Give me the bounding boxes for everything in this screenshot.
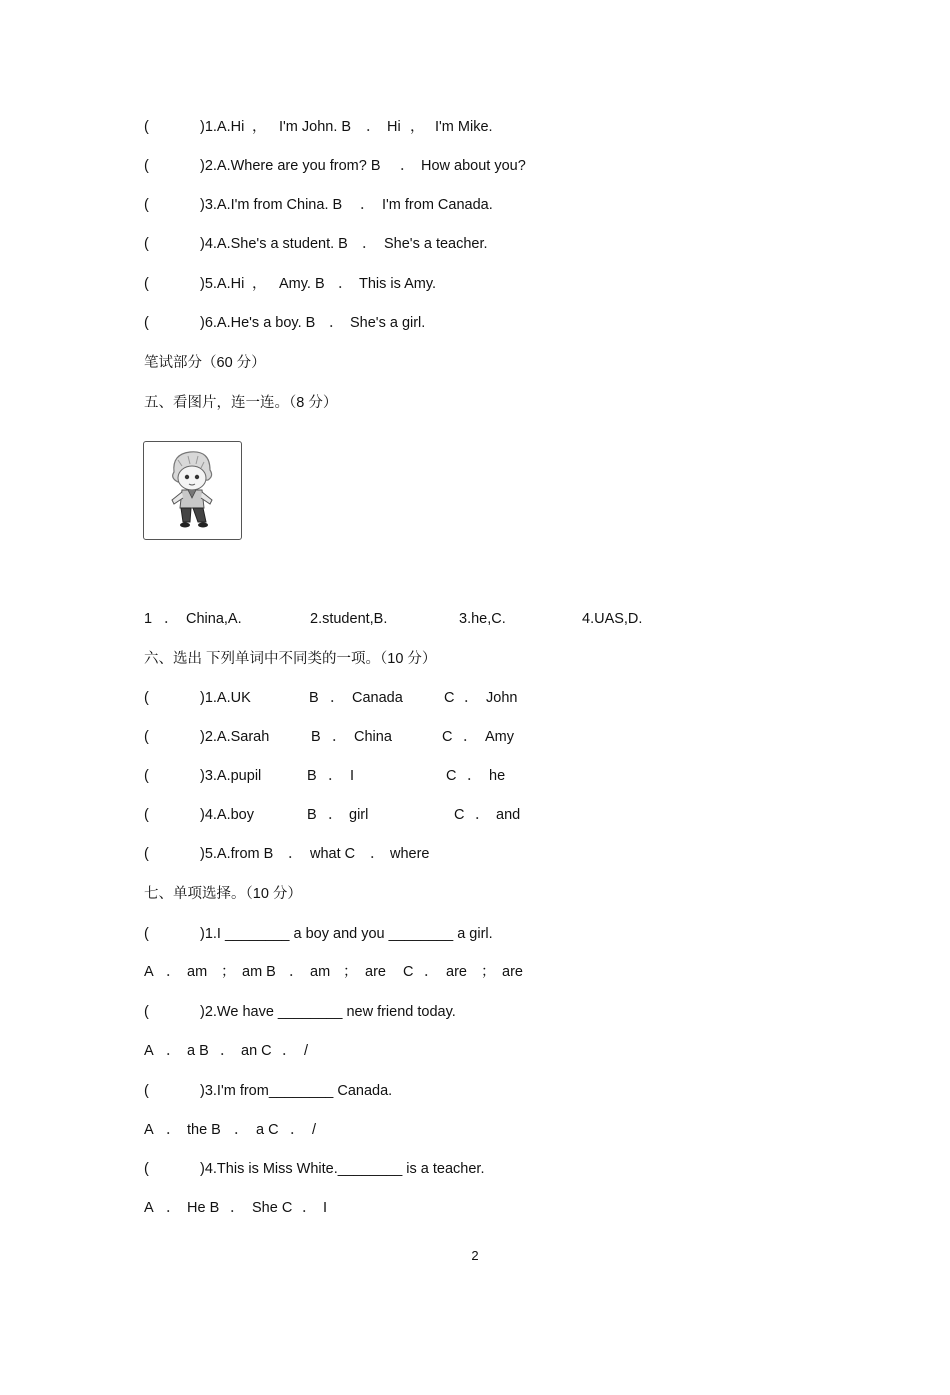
punct: ． [400, 158, 415, 174]
option-c: Amy [485, 729, 514, 745]
option-a: )3.A.pupil [200, 768, 262, 784]
punct: ． [166, 1122, 181, 1138]
punct: ． [164, 611, 179, 627]
punct: ． [332, 729, 347, 745]
answer-bracket: ( [144, 1161, 149, 1177]
punct: ． [370, 846, 385, 862]
punct: ． [302, 1200, 317, 1216]
option-b: I [350, 768, 355, 784]
option-a: )5.A.Hi [200, 276, 245, 292]
punct: ． [464, 690, 479, 706]
option-b-letter: B [307, 807, 317, 823]
question-stem: )2.We have ________ new friend today. [200, 1004, 456, 1020]
option-b-cont: I'm Mike. [435, 119, 493, 135]
option-b: This is Amy. [359, 276, 437, 292]
option-text: / [304, 1043, 309, 1059]
answer-bracket: ( [144, 729, 149, 745]
punct: ． [290, 1122, 305, 1138]
answer-bracket: ( [144, 690, 149, 706]
punct: ， [410, 119, 425, 135]
punct: ． [234, 1122, 249, 1138]
question-stem: )4.This is Miss White.________ is a teacher. [200, 1161, 485, 1177]
option-c-letter: C [446, 768, 457, 784]
section5-items [144, 608, 643, 630]
option-a: )6.A.He's a boy. B [200, 315, 316, 331]
punct: ． [475, 807, 490, 823]
word-item-4: 4.UAS,D. [582, 611, 643, 627]
option-c: he [489, 768, 506, 784]
punct: ． [289, 964, 304, 980]
option-a-cont: I'm John. B [279, 119, 352, 135]
section7-q4 [144, 1158, 485, 1180]
punct: ． [220, 1043, 235, 1059]
listening-q6 [144, 312, 426, 334]
option-text: She C [252, 1200, 293, 1216]
option-text: are [502, 964, 523, 980]
boy-illustration [144, 442, 240, 538]
punct: ； [343, 964, 358, 980]
boy-cartoon-image [143, 441, 242, 540]
section7-q2 [144, 1001, 456, 1023]
option-b: How about you? [421, 158, 526, 174]
option-a-letter: A [144, 1043, 154, 1059]
answer-bracket: ( [144, 119, 149, 135]
option-text: am [187, 964, 208, 980]
option-text: I [323, 1200, 328, 1216]
punct: ． [166, 964, 181, 980]
punct: ． [463, 729, 478, 745]
punct: ． [362, 236, 377, 252]
section5-title: 五、看图片，连一连。（8 分） [144, 395, 338, 411]
punct: ； [481, 964, 496, 980]
option-b: Canada [352, 690, 403, 706]
option-text: an C [241, 1043, 272, 1059]
section6-q1 [144, 687, 518, 709]
item-number: 1 [144, 611, 153, 627]
answer-bracket: ( [144, 158, 149, 174]
option-a: )4.A.boy [200, 807, 254, 823]
option-text: are [446, 964, 467, 980]
section7-title: 七、单项选择。（10 分） [144, 886, 302, 902]
option-a: )3.A.I'm from China. B [200, 197, 343, 213]
option-a-letter: A [144, 964, 154, 980]
word-item-2: 2.student,B. [310, 611, 388, 627]
answer-bracket: ( [144, 276, 149, 292]
section6-q4 [144, 804, 521, 826]
listening-q4 [144, 233, 488, 255]
answer-bracket: ( [144, 315, 149, 331]
listening-q2 [144, 155, 526, 177]
section6-title: 六、选出 下列单词中不同类的一项。（10 分） [144, 651, 437, 667]
section7-q3-options [144, 1119, 317, 1141]
option-a: )2.A.Where are you from? B [200, 158, 381, 174]
option-b: China [354, 729, 392, 745]
question-stem: )1.I ________ a boy and you ________ a girl. [200, 926, 493, 942]
option-text: am B [242, 964, 276, 980]
answer-bracket: ( [144, 768, 149, 784]
word-item-1: China,A. [186, 611, 242, 627]
answer-bracket: ( [144, 236, 149, 252]
option-c: John [486, 690, 518, 706]
punct: ． [282, 1043, 297, 1059]
listening-q5 [144, 273, 437, 295]
section6-q3 [144, 765, 506, 787]
answer-bracket: ( [144, 197, 149, 213]
section6-q2 [144, 726, 514, 748]
option-a-letter: A [144, 1122, 154, 1138]
punct: ． [366, 119, 381, 135]
option-c: where [390, 846, 430, 862]
option-a: )1.A.Hi [200, 119, 245, 135]
question-stem: )3.I'm from________ Canada. [200, 1083, 393, 1099]
section7-q3 [144, 1080, 393, 1102]
option-a-letter: A [144, 1200, 154, 1216]
punct: ． [360, 197, 375, 213]
option-a: )4.A.She's a student. B [200, 236, 348, 252]
punct: ． [230, 1200, 245, 1216]
page-number: 2 [471, 1248, 479, 1263]
word-item-3: 3.he,C. [459, 611, 506, 627]
option-a-cont: Amy. B [279, 276, 325, 292]
option-b: what C [310, 846, 356, 862]
option-a: )1.A.UK [200, 690, 251, 706]
answer-bracket: ( [144, 926, 149, 942]
punct: ． [328, 807, 343, 823]
punct: ． [328, 768, 343, 784]
option-b: Hi [387, 119, 401, 135]
punct: ． [329, 315, 344, 331]
listening-q3 [144, 194, 493, 216]
option-text: He B [187, 1200, 220, 1216]
punct: ． [467, 768, 482, 784]
section7-q1 [144, 923, 493, 945]
option-text: / [312, 1122, 317, 1138]
option-b-letter: B [309, 690, 319, 706]
option-b: She's a teacher. [384, 236, 488, 252]
option-c-letter: C [444, 690, 455, 706]
punct: ． [166, 1200, 181, 1216]
punct: ， [252, 119, 267, 135]
option-c-letter: C [442, 729, 453, 745]
punct: ； [221, 964, 236, 980]
option-b-letter: B [307, 768, 317, 784]
punct: ． [424, 964, 439, 980]
answer-bracket: ( [144, 1004, 149, 1020]
answer-bracket: ( [144, 846, 149, 862]
listening-q1 [144, 116, 493, 138]
option-text: am [310, 964, 331, 980]
section7-q2-options [144, 1040, 309, 1062]
option-c-letter: C [403, 964, 414, 980]
section7-q1-options [144, 961, 523, 983]
written-part-heading: 笔试部分（60 分） [144, 355, 266, 371]
option-text: a B [187, 1043, 209, 1059]
option-b: girl [349, 807, 369, 823]
option-a: )2.A.Sarah [200, 729, 270, 745]
punct: ． [330, 690, 345, 706]
option-c: and [496, 807, 521, 823]
section6-q5 [144, 843, 430, 865]
option-b: She's a girl. [350, 315, 426, 331]
punct: ． [288, 846, 303, 862]
option-c-letter: C [454, 807, 465, 823]
section7-q4-options [144, 1197, 328, 1219]
answer-bracket: ( [144, 1083, 149, 1099]
answer-bracket: ( [144, 807, 149, 823]
punct: ， [252, 276, 267, 292]
punct: ． [166, 1043, 181, 1059]
option-b: I'm from Canada. [382, 197, 493, 213]
punct: ． [338, 276, 353, 292]
option-a: )5.A.from B [200, 846, 274, 862]
option-text: a C [256, 1122, 279, 1138]
option-b-letter: B [311, 729, 321, 745]
option-text: the B [187, 1122, 221, 1138]
option-text: are [365, 964, 386, 980]
